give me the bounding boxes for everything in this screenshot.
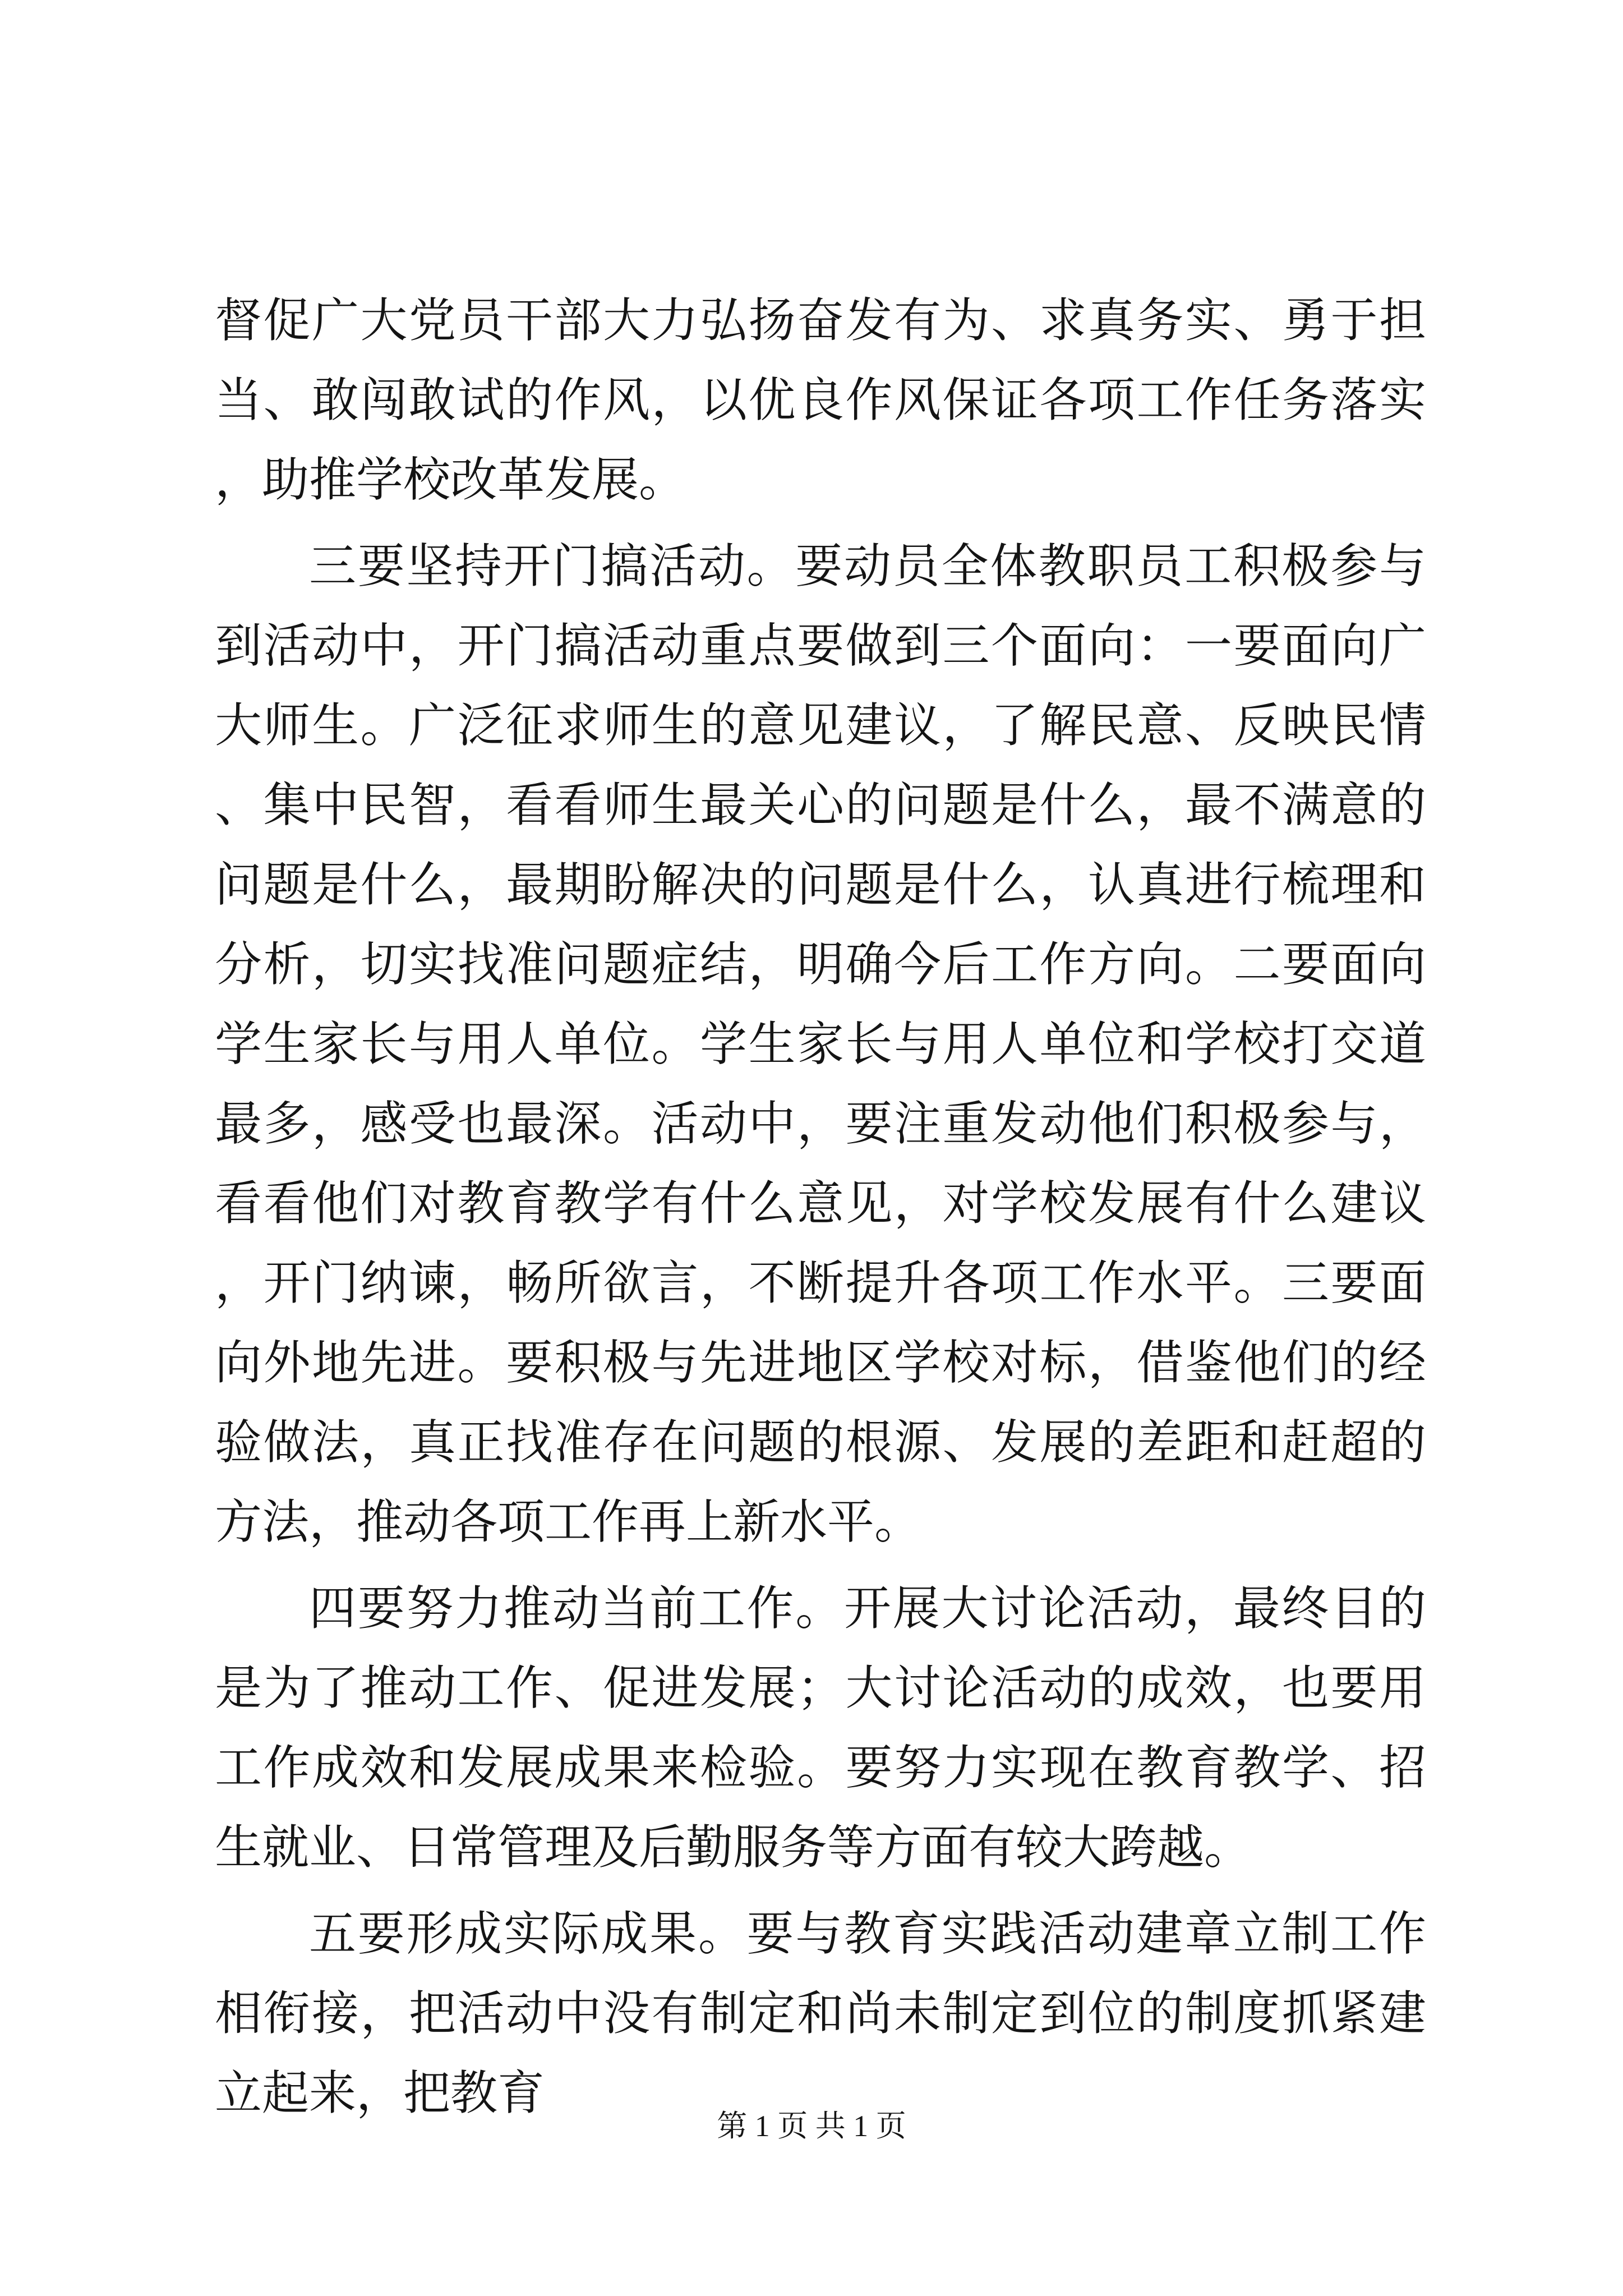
- document-body: [215, 280, 1426, 2139]
- paragraph-open-door-activities: 三要坚持开门搞活动。要动员全体教职员工积极参与到活动中，开门搞活动重点要做到三个面向：一要面向广大师生。广泛征求师生的意见建议，了解民意、反映民情、集中民智，看看师生最关心的问题是什么，最不满意的问题是什么，最期盼解决的问题是什么，认真进行梳理和分析，切实找准问题症结，明确今后工作方向。二要面向学生家长与用人单位。学生家长与用人单位和学校打交道最多，感受也最深。活动中，要注重发动他们积极参与，看看他们对教育教学有什么意见，对学校发展有什么建议，开门纳谏，畅所欲言，不断提升各项工作水平。三要面向外地先进。要积极与先进地区学校对标，借鉴他们的经验做法，真正找准存在问题的根源、发展的差距和赶超的方法，推动各项工作再上新水平。: [215, 539, 1426, 1549]
- page-footer: 第 1 页 共 1 页: [717, 2109, 906, 2143]
- paragraph-continuation: 督促广大党员干部大力弘扬奋发有为、求真务实、勇于担当、敢闯敢试的作风，以优良作风保证各项工作任务落实，助推学校改革发展。: [215, 293, 1426, 507]
- paragraph-promote-current-work: 四要努力推动当前工作。开展大讨论活动，最终目的是为了推动工作、促进发展；大讨论活动的成效，也要用工作成效和发展成果来检验。要努力实现在教育教学、招生就业、日常管理及后勤服务等方面有较大跨越。: [215, 1581, 1426, 1875]
- paragraph-practical-results: 五要形成实际成果。要与教育实践活动建章立制工作相衔接，把活动中没有制定和尚未制定到位的制度抓紧建立起来，把教育: [215, 1906, 1426, 2120]
